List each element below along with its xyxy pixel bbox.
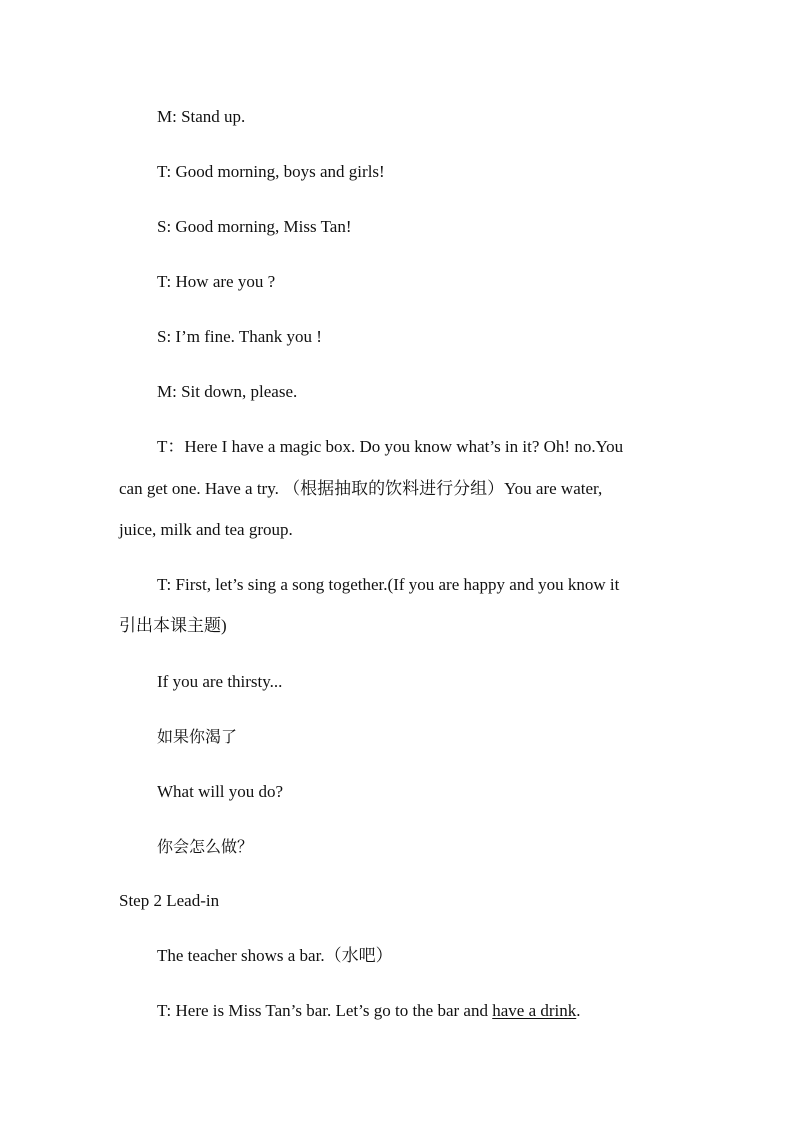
dialogue-line: M: Stand up. [157,107,246,126]
dialogue-line: juice, milk and tea group. [119,520,293,539]
dialogue-line: 如果你渴了 [157,727,238,746]
dialogue-line: T: How are you ? [157,272,276,291]
dialogue-line: S: I’m fine. Thank you ! [157,327,322,346]
section-heading: Step 2 Lead-in [119,891,220,910]
dialogue-text: T: Here is Miss Tan’s bar. Let’s go to the bar and [157,1001,493,1020]
underlined-phrase: have a drink [492,1001,577,1020]
dialogue-line: T: First, let’s sing a song together.(If you are happy and you know it [157,575,620,594]
dialogue-line: 你会怎么做？ [157,837,254,856]
dialogue-line: M: Sit down, please. [157,382,298,401]
dialogue-line: S: Good morning, Miss Tan! [157,217,352,236]
dialogue-line: If you are thirsty... [157,672,283,691]
dialogue-line [157,1000,581,1022]
period: . [576,1001,581,1020]
dialogue-line: What will you do? [157,782,284,801]
dialogue-line: T：Here I have a magic box. Do you know what’s in it? Oh! no.You [157,437,624,456]
dialogue-line: 引出本课主题) [119,616,227,635]
dialogue-line: The teacher shows a bar.（水吧） [157,946,393,965]
dialogue-line: can get one. Have a try. （根据抽取的饮料进行分组）You are water, [119,479,603,498]
dialogue-line: T: Good morning, boys and girls! [157,162,385,181]
